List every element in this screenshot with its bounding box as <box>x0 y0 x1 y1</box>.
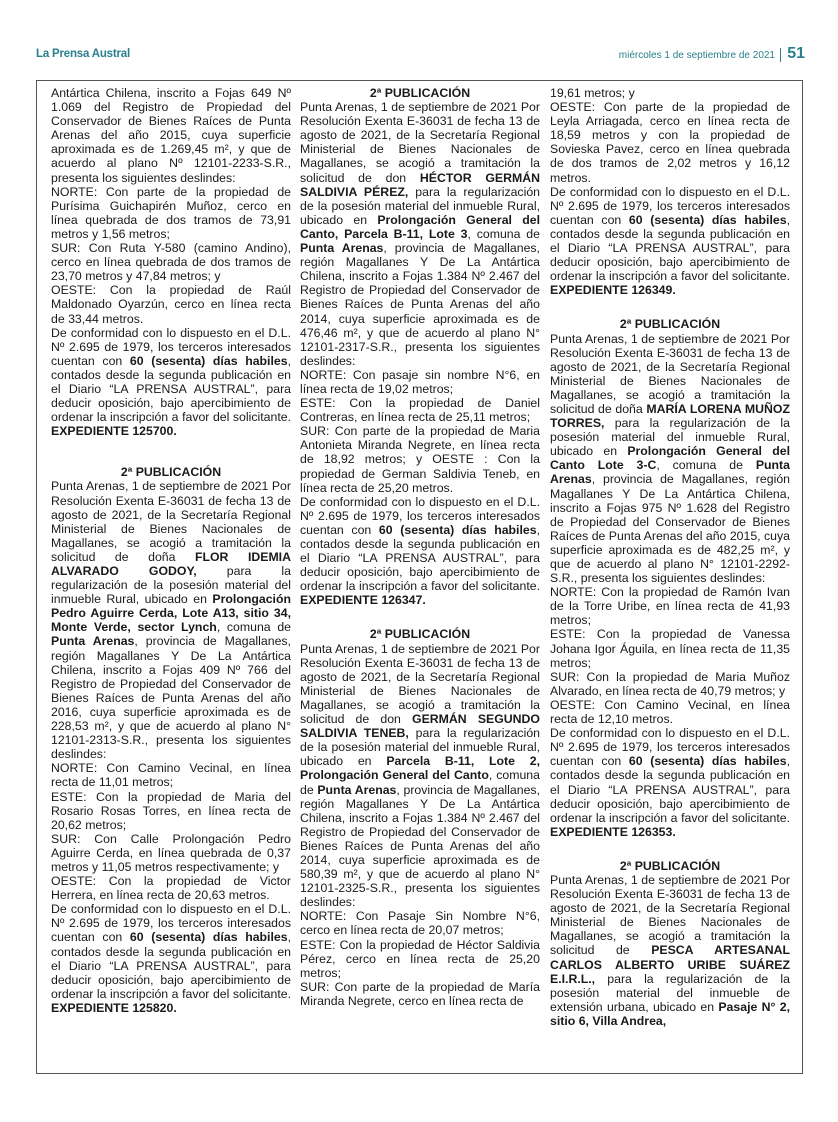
boundary-east: ESTE: Con la propiedad de Héctor Saldivia Pérez, cerco en línea recta de 25,20 metros; <box>300 937 540 980</box>
notice-body <box>550 873 790 1028</box>
boundary-south: SUR: Con parte de la propiedad de María Miranda Negrete, cerco en línea recta de <box>300 979 540 1008</box>
notice-text: para la regularización de la posesión material del inmueble Rural, ubicado en <box>550 416 790 459</box>
notice-body <box>300 642 540 910</box>
conformity-text: , contados desde la segunda publicación en el Diario “LA PRENSA AUSTRAL”, para deducir oposición, bajo apercibimiento de ordenar la inscripción a favor del solicitante. <box>550 212 790 284</box>
conformity-paragraph <box>550 726 790 839</box>
deadline-text: 60 (sesenta) días habiles <box>129 930 288 945</box>
conformity-text: De conformidad con lo dispuesto en el D.L. Nº 2.695 de 1979, los terceros interesados cuentan con <box>51 325 291 368</box>
deadline-text: 60 (sesenta) días habiles <box>129 353 288 368</box>
boundary-north: NORTE: Con parte de la propiedad de Purísima Guichapirén Muñoz, cerco en línea quebrada de dos tramos de 73,91 metros y 1,56 metros; <box>51 184 291 241</box>
boundary-west: OESTE: Con Camino Vecinal, en línea recta de 12,10 metros. <box>550 697 790 727</box>
column-3 <box>550 86 790 1028</box>
notice-body <box>51 479 291 761</box>
expediente-number: EXPEDIENTE 126349. <box>550 283 676 298</box>
newspaper-brand: La Prensa Austral <box>36 48 130 60</box>
conformity-text: , contados desde la segunda publicación en el Diario “LA PRENSA AUSTRAL”, para deducir oposición, bajo apercibimiento de ordenar la inscripción a favor del solicitante. <box>51 353 291 425</box>
conformity-paragraph <box>51 326 291 439</box>
expediente-number: EXPEDIENTE 126347. <box>300 593 426 608</box>
conformity-paragraph <box>300 495 540 608</box>
property-location: Prolongación Pedro Aguirre Cerda, Lote A13, sitio 34, Monte Verde, sector Lynch <box>51 592 291 635</box>
notice-body <box>300 100 540 368</box>
applicant-name: GERMÁN SEGUNDO SALDIVIA TENEB, <box>300 712 540 741</box>
boundary-south: SUR: Con Ruta Y-580 (camino Andino), cerco en línea quebrada de dos tramos de 23,70 metros y 47,84 metros; y <box>51 241 291 284</box>
notice-heading: 2ª PUBLICACIÓN <box>619 317 721 332</box>
issue-date: miércoles 1 de septiembre de 2021 <box>618 50 775 61</box>
expediente-number: EXPEDIENTE 126353. <box>550 824 676 839</box>
notice-text: , comuna de <box>300 768 540 797</box>
conformity-paragraph <box>51 902 291 1015</box>
masthead <box>36 44 805 66</box>
boundary-east: ESTE: Con la propiedad de Vanessa Johana Igor Águila, en línea recta de 11,35 metros; <box>550 627 790 670</box>
conformity-paragraph <box>550 185 790 298</box>
notice-heading: 2ª PUBLICACIÓN <box>619 858 721 873</box>
expediente-number: EXPEDIENTE 125820. <box>51 1000 177 1015</box>
boundary-east: ESTE: Con la propiedad de Maria del Rosario Rosas Torres, en línea recta de 20,62 metros; <box>51 789 291 832</box>
notice-text: Punta Arenas, 1 de septiembre de 2021 Por Resolución Exenta E-36031 de fecha 13 de agosto de 2021, de la Secretaría Regional Ministerial de Bienes Nacionales de Magallanes, se acogió a tramitación la solicitud de <box>550 872 790 958</box>
page-number: 51 <box>787 45 805 62</box>
applicant-name: FLOR IDEMIA ALVARADO GODOY, <box>51 549 291 578</box>
boundary-west: OESTE: Con la propiedad de Victor Herrera, en línea recta de 20,63 metros. <box>51 874 291 903</box>
conformity-text: , contados desde la segunda publicación en el Diario “LA PRENSA AUSTRAL”, para deducir oposición, bajo apercibimiento de ordenar la inscripción a favor del solicitante. <box>550 754 790 825</box>
notice-text: para la regularización de la posesión material del inmueble Rural, ubicado en <box>300 184 540 227</box>
notice-text: , comuna de <box>216 620 291 635</box>
masthead-divider <box>780 48 781 62</box>
applicant-name: MARÍA LORENA MUÑOZ TORRES, <box>550 401 790 431</box>
conformity-text: De conformidad con lo dispuesto en el D.L. Nº 2.695 de 1979, los terceros interesados cuentan con <box>300 494 540 537</box>
notice-text: 19,61 metros; y <box>550 86 635 100</box>
notice-text: Punta Arenas, 1 de septiembre de 2021 Por Resolución Exenta E-36031 de fecha 13 de agosto de 2021, de la Secretaría Regional Ministerial de Bienes Nacionales de Magallanes, se acogió a tramitación la solicitud de doña <box>550 331 790 416</box>
boundary-north: NORTE: Con Camino Vecinal, en línea recta de 11,01 metros; <box>51 761 291 790</box>
notice-text: , provincia de Magallanes, región Magallanes Y De La Antártica Chilena, inscrito a Fojas 1.384 Nº 2.467 del Registro de Propiedad del Conservador de Bienes Raíces de Punta Arenas del año 2014, cuya superficie aproximada es de 580,39 m², y que de acuerdo al plano N° 12101-2325-S.R., presenta los siguientes deslindes: <box>300 782 540 910</box>
boundary-west: OESTE: Con parte de la propiedad de Leyla Arriagada, cerco en línea recta de 18,59 metros y con la propiedad de Sovieska Pavez, cerco en línea quebrada de dos tramos de 2,02 metros y 16,12 metros. <box>550 100 790 185</box>
notice-text: Antártica Chilena, inscrito a Fojas 649 Nº 1.069 del Registro de Propiedad del Conservador de Bienes Raíces de Punta Arenas del año 2015, cuya superficie aproximada es de 1.269,45 m², y que de acuerdo al plano Nº 12101-2233-S.R., presenta los siguientes deslindes: <box>51 86 291 185</box>
boundary-north: NORTE: Con pasaje sin nombre N°6, en línea recta de 19,02 metros; <box>300 367 540 396</box>
conformity-text: De conformidad con lo dispuesto en el D.L. Nº 2.695 de 1979, los terceros interesados cuentan con <box>550 184 790 227</box>
notice-text: Punta Arenas, 1 de septiembre de 2021 Por Resolución Exenta E-36031 de fecha 13 de agosto de 2021, de la Secretaría Regional Ministerial de Bienes Nacionales de Magallanes, se acogió a tramitación la solicitud de don <box>300 100 540 185</box>
property-location: Parcela B-11, Lote 2, Prolongación General del Canto <box>300 754 540 783</box>
conformity-text: , contados desde la segunda publicación en el Diario “LA PRENSA AUSTRAL”, para deducir oposición, bajo apercibimiento de ordenar la inscripción a favor del solicitante. <box>300 522 540 594</box>
boundary-north: NORTE: Con Pasaje Sin Nombre N°6, cerco en línea recta de 20,07 metros; <box>300 909 540 938</box>
commune-name: Punta Arenas <box>317 782 397 797</box>
notice-text: para la regularización de la posesión material del inmueble de extensión urbana, ubicado en <box>550 971 790 1014</box>
notice-heading: 2ª PUBLICACIÓN <box>120 465 222 480</box>
deadline-text: 60 (sesenta) días habiles <box>628 212 787 227</box>
column-1 <box>51 86 291 1015</box>
deadline-text: 60 (sesenta) días habiles <box>378 522 537 537</box>
commune-name: Punta Arenas <box>51 634 135 649</box>
boundary-south: SUR: Con parte de la propiedad de Maria Antonieta Miranda Negrete, en línea recta de 18,92 metros; y OESTE : Con la propiedad de German Saldivia Teneb, en línea recta de 25,20 metros. <box>300 424 540 495</box>
conformity-text: De conformidad con lo dispuesto en el D.L. Nº 2.695 de 1979, los terceros interesados cuentan con <box>51 902 291 945</box>
notice-text: Punta Arenas, 1 de septiembre de 2021 Por Resolución Exenta E-36031 de fecha 13 de agosto de 2021, de la Secretaría Regional Ministerial de Bienes Nacionales de Magallanes, se acogió a tramitación la solicitud de don <box>300 641 540 727</box>
boundary-south: SUR: Con Calle Prolongación Pedro Aguirre Cerda, en línea quebrada de 0,37 metros y 11,05 metros respectivamente; y <box>51 831 291 874</box>
property-location: Prolongación General del Canto Lote 3-C <box>550 444 790 473</box>
conformity-text: De conformidad con lo dispuesto en el D.L. Nº 2.695 de 1979, los terceros interesados cuentan con <box>550 726 790 769</box>
boundary-west: OESTE: Con la propiedad de Raúl Maldonado Oyarzún, cerco en línea recta de 33,44 metros. <box>51 283 291 326</box>
commune-name: Punta Arenas <box>300 241 384 256</box>
notice-text: , provincia de Magallanes, región Magallanes Y De La Antártica Chilena, inscrito a Fojas 409 Nº 766 del Registro de Propiedad del Conservador de Bienes Raíces de Punta Arenas del año 2016, cuya superficie aproximada es de 228,53 m², y que de acuerdo al plano N° 12101-2313-S.R., presenta los siguientes deslindes: <box>51 634 291 762</box>
property-location: Pasaje N° 2, sitio 6, Villa Andrea, <box>550 999 790 1028</box>
notice-text: Punta Arenas, 1 de septiembre de 2021 Por Resolución Exenta E-36031 de fecha 13 de agosto de 2021, de la Secretaría Regional Ministerial de Bienes Nacionales de Magallanes, se acogió a tramitación la solicitud de doña <box>51 479 291 564</box>
notice-body <box>550 332 790 586</box>
column-2 <box>300 86 540 1008</box>
notice-text: , comuna de <box>467 226 540 241</box>
notice-text: , provincia de Magallanes, región Magallanes Y De La Antártica Chilena, inscrito a Fojas 1.384 Nº 2.467 del Registro de Propiedad del Conservador de Bienes Raíces de Punta Arenas del año 2014, cuya superficie aproximada es de 476,46 m², y que de acuerdo al plano N° 12101-2317-S.R., presenta los siguientes deslindes: <box>300 241 540 368</box>
applicant-name: PESCA ARTESANAL CARLOS ALBERTO URIBE SUÁREZ E.I.R.L., <box>550 943 791 986</box>
notice-text: para la regularización de la posesión material del inmueble Rural, ubicado en <box>300 726 540 769</box>
expediente-number: EXPEDIENTE 125700. <box>51 424 177 439</box>
boundary-south: SUR: Con la propiedad de Maria Muñoz Alvarado, en línea recta de 40,79 metros; y <box>550 669 790 698</box>
boundary-north: NORTE: Con la propiedad de Ramón Ivan de la Torre Uribe, en línea recta de 41,93 metros; <box>550 585 790 628</box>
commune-name: Punta Arenas <box>550 458 790 487</box>
notice-heading: 2ª PUBLICACIÓN <box>369 627 471 642</box>
boundary-east: ESTE: Con la propiedad de Daniel Contreras, en línea recta de 25,11 metros; <box>300 396 540 425</box>
property-location: Prolongación General del Canto, Parcela B-11, Lote 3 <box>300 212 540 241</box>
conformity-text: , contados desde la segunda publicación en el Diario “LA PRENSA AUSTRAL”, para deducir oposición, bajo apercibimiento de ordenar la inscripción a favor del solicitante. <box>51 930 291 1001</box>
notice-text: , comuna de <box>656 458 756 473</box>
notice-heading: 2ª PUBLICACIÓN <box>369 86 471 100</box>
applicant-name: HÉCTOR GERMÁN SALDIVIA PÉREZ, <box>300 170 540 199</box>
notice-text: , provincia de Magallanes, región Magallanes Y De La Antártica Chilena, inscrito a Fojas 975 Nº 1.628 del Registro de Propiedad del Conservador de Bienes Raíces de Punta Arenas del año 2015, cuya superficie aproximada es de 482,25 m², y que de acuerdo al plano N° 12101-2292-S.R., presenta los siguientes deslindes: <box>550 472 790 586</box>
notice-text: para la regularización de la posesión material del inmueble Rural, ubicado en <box>51 564 291 607</box>
deadline-text: 60 (sesenta) días habiles <box>628 754 787 769</box>
